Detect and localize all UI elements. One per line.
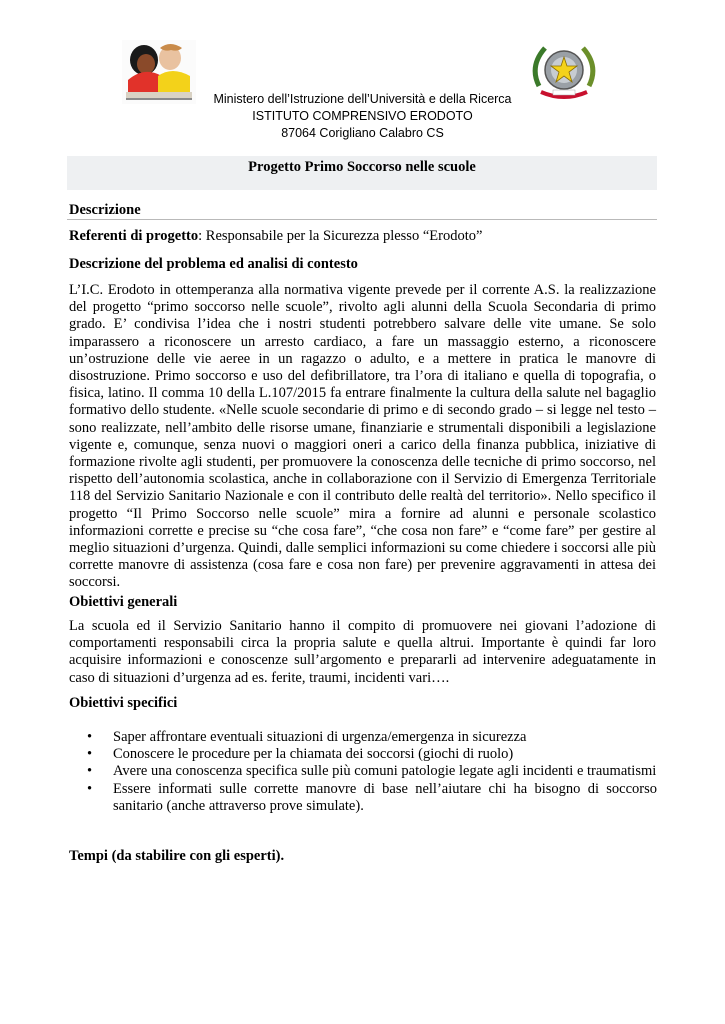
bullet-icon: • (87, 763, 93, 780)
referenti-label: Referenti di progetto (69, 228, 199, 244)
list-item (87, 729, 657, 746)
page-title: Progetto Primo Soccorso nelle scuole (248, 159, 476, 175)
institute-address: 87064 Corigliano Calabro CS (281, 126, 444, 140)
list-item (87, 781, 657, 815)
list-item-text: Essere informati sulle corrette manovre di base nell’aiutare chi ha bisogno di soccorso sanitario (anche attraverso prove simulate). (113, 780, 657, 814)
list-item (87, 763, 657, 780)
bullet-icon: • (87, 746, 93, 763)
institute-name: ISTITUTO COMPRENSIVO ERODOTO (252, 109, 473, 123)
obiettivi-specifici-heading: Obiettivi specifici (69, 695, 178, 711)
obiettivi-specifici-list (87, 729, 657, 815)
tempi-heading: Tempi (da stabilire con gli esperti). (69, 848, 285, 864)
title-band (67, 156, 657, 190)
referenti-line (69, 228, 656, 245)
bullet-icon: • (87, 780, 93, 797)
ministry-line: Ministero dell’Istruzione dell’Università e della Ricerca (213, 92, 512, 106)
referenti-value: : Responsabile per la Sicurezza plesso “Erodoto” (198, 228, 483, 244)
obiettivi-generali-paragraph: La scuola ed il Servizio Sanitario hanno il compito di promuovere nei giovani l’adozione di comportamenti responsabili circa la propria salute e quella altrui. Importante è quindi far loro acquisire informazioni e conoscenze sull’argomento e prepararli ad intervenire adeguatamente in caso di situazioni d’urgenza ad es. ferite, traumi, incidenti vari…. (69, 618, 656, 686)
section-divider (67, 219, 657, 220)
list-item-text: Saper affrontare eventuali situazioni di urgenza/emergenza in sicurezza (113, 729, 527, 745)
obiettivi-generali-heading: Obiettivi generali (69, 594, 178, 610)
problema-paragraph: L’I.C. Erodoto in ottemperanza alla normativa vigente prevede per il corrente A.S. la realizzazione del progetto “primo soccorso nelle scuole”, rivolto agli alunni della Scuola Secondaria di primo grado. E’ condivisa l’idea che i nostri studenti potrebbero salvare delle vite umane. Se solo imparassero a riconoscere un arresto cardiaco, a fare un massaggio esterno, a riconoscere un’ostruzione delle vie aeree in un ragazzo o adulto, e a mettere in pratica le manovre di disostruzione. Primo soccorso e uso del defibrillatore, tra l’ora di italiano e quella di topografia, o fisica, latino. Il comma 10 della L.107/2015 fa entrare finalmente la cultura della salute nel bagaglio formativo dello studente. «Nelle scuole secondarie di primo e di secondo grado – si legge nel testo – sono realizzate, nell’ambito delle risorse umane, finanziarie e strumentali disponibili a legislazione vigente e, comunque, senza nuovi o maggiori oneri a carico della finanza pubblica, iniziative di formazione rivolte agli studenti, per promuovere la conoscenza delle tecniche di primo soccorso, nel rispetto dell’autonomia scolastica, anche in collaborazione con il Servizio di Emergenza Territoriale 118 del Servizio Sanitario Nazionale e con il contributo delle realtà del territorio». Nello specifico il progetto “Il Primo Soccorso nelle scuole” mira a fornire ad alunni e personale scolastico informazioni corrette e precise su “che cosa fare”, “che cosa non fare” e “come fare” per gestire al meglio situazioni d’urgenza. Quindi, dalle semplici informazioni su come chiedere i soccorsi alle più corrette manovre di assistenza (cosa fare e cosa non fare) per prevenire aggravamenti in attesa dei soccorsi. (69, 282, 656, 591)
list-item-text: Conoscere le procedure per la chiamata dei soccorsi (giochi di ruolo) (113, 746, 514, 763)
list-item-text: Avere una conoscenza specifica sulle più comuni patologie legate agli incidenti e traumatismi (113, 763, 657, 780)
descrizione-heading: Descrizione (69, 202, 141, 218)
problema-heading: Descrizione del problema ed analisi di contesto (69, 256, 358, 272)
bullet-icon: • (87, 729, 93, 745)
list-item (87, 746, 657, 763)
